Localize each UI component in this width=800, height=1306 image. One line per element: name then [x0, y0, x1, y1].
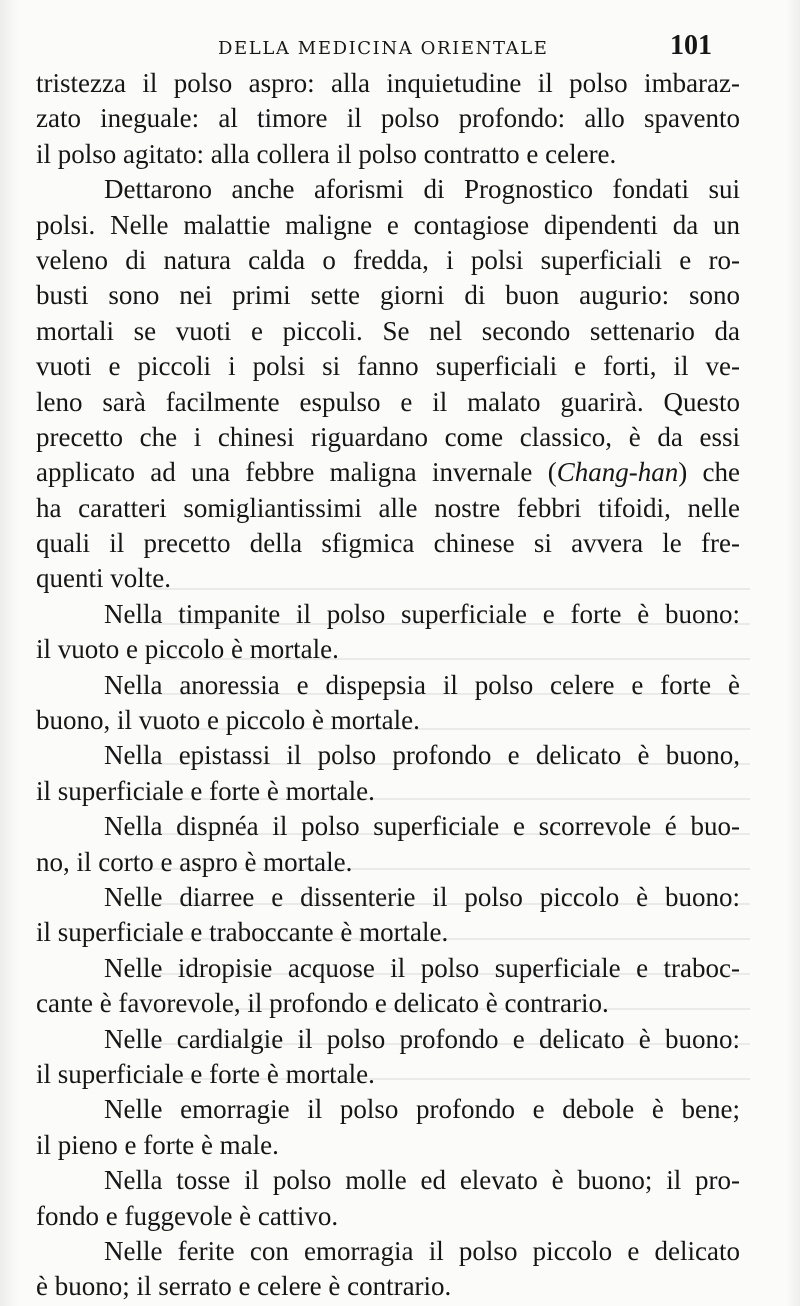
italic-term: Chang-han	[556, 457, 679, 488]
text-line: busti sono nei primi sette giorni di buon augurio: sono	[36, 280, 740, 311]
text-line: Nelle ferite con emorragia il polso piccolo e delicato	[104, 1235, 740, 1266]
text-line: Nelle cardialgie il polso profondo e delicato è buono:	[104, 1023, 740, 1054]
text-line: zato ineguale: al timore il polso profondo: allo spavento	[36, 103, 740, 134]
text-line: no, il corto e aspro è mortale.	[36, 846, 353, 877]
paragraph	[36, 1163, 740, 1234]
body-text	[36, 66, 740, 1305]
text-line: cante è favorevole, il profondo e delicato è contrario.	[36, 988, 609, 1019]
text-line: Nella dispnéa il polso superficiale e scorrevole é buo-	[104, 811, 740, 842]
text-line: vuoti e piccoli i polsi si fanno superficiali e forti, il ve-	[36, 351, 740, 382]
text-line: precetto che i chinesi riguardano come classico, è da essi	[36, 421, 740, 452]
text-line: è buono; il serrato e celere è contrario.	[36, 1271, 452, 1302]
text-line: il vuoto e piccolo è mortale.	[36, 634, 339, 665]
text-line: fondo e fuggevole è cattivo.	[36, 1200, 339, 1231]
paragraph	[36, 172, 740, 597]
text-line: Nelle diarree e dissenterie il polso piccolo è buono:	[104, 881, 740, 912]
paragraph	[36, 1022, 740, 1093]
text-line: tristezza il polso aspro: alla inquietudine il polso imbaraz-	[36, 68, 740, 98]
text-line: Nelle emorragie il polso profondo e debole è bene;	[104, 1094, 740, 1125]
paragraph	[36, 66, 740, 172]
text-line: Nelle idropisie acquose il polso superficiale e traboc-	[104, 952, 740, 983]
paragraph	[36, 1234, 740, 1305]
text-line: il pieno e forte è male.	[36, 1129, 279, 1160]
text-line: applicato ad una febbre maligna invernale (Chang-han) che	[36, 457, 740, 488]
text-line: Nella tosse il polso molle ed elevato è buono; il pro-	[104, 1165, 740, 1196]
text-line: mortali se vuoti e piccoli. Se nel secondo settenario da	[36, 315, 740, 346]
page-header	[0, 30, 800, 70]
page-number: 101	[670, 30, 712, 61]
text-line: Nella epistassi il polso profondo e delicato è buono,	[104, 740, 740, 771]
text-line: leno sarà facilmente espulso e il malato guarirà. Questo	[36, 386, 740, 417]
paragraph	[36, 738, 740, 809]
text-line: quenti volte.	[36, 563, 171, 594]
text-line: Nella anoressia e dispepsia il polso celere e forte è	[104, 669, 740, 700]
text-line: il superficiale e traboccante è mortale.	[36, 917, 449, 948]
text-line: il superficiale e forte è mortale.	[36, 775, 375, 806]
paragraph	[36, 951, 740, 1022]
text-line: Nella timpanite il polso superficiale e forte è buono:	[104, 598, 740, 629]
text-line: ha caratteri somigliantissimi alle nostre febbri tifoidi, nelle	[36, 492, 740, 523]
text-line: polsi. Nelle malattie maligne e contagiose dipendenti da un	[36, 209, 740, 240]
text-line: buono, il vuoto e piccolo è mortale.	[36, 705, 420, 736]
paragraph	[36, 1092, 740, 1163]
paragraph	[36, 809, 740, 880]
text-line: il polso agitato: alla collera il polso contratto e celere.	[36, 138, 617, 169]
running-title: DELLA MEDICINA ORIENTALE	[218, 38, 549, 59]
paragraph	[36, 880, 740, 951]
text-line: il superficiale e forte è mortale.	[36, 1058, 375, 1089]
text-line: Dettarono anche aforismi di Prognostico fondati sui	[104, 174, 740, 205]
text-line: veleno di natura calda o fredda, i polsi superficiali e ro-	[36, 244, 740, 275]
paragraph	[36, 597, 740, 668]
paragraph	[36, 668, 740, 739]
text-line: quali il precetto della sfigmica chinese si avvera le fre-	[36, 528, 740, 559]
